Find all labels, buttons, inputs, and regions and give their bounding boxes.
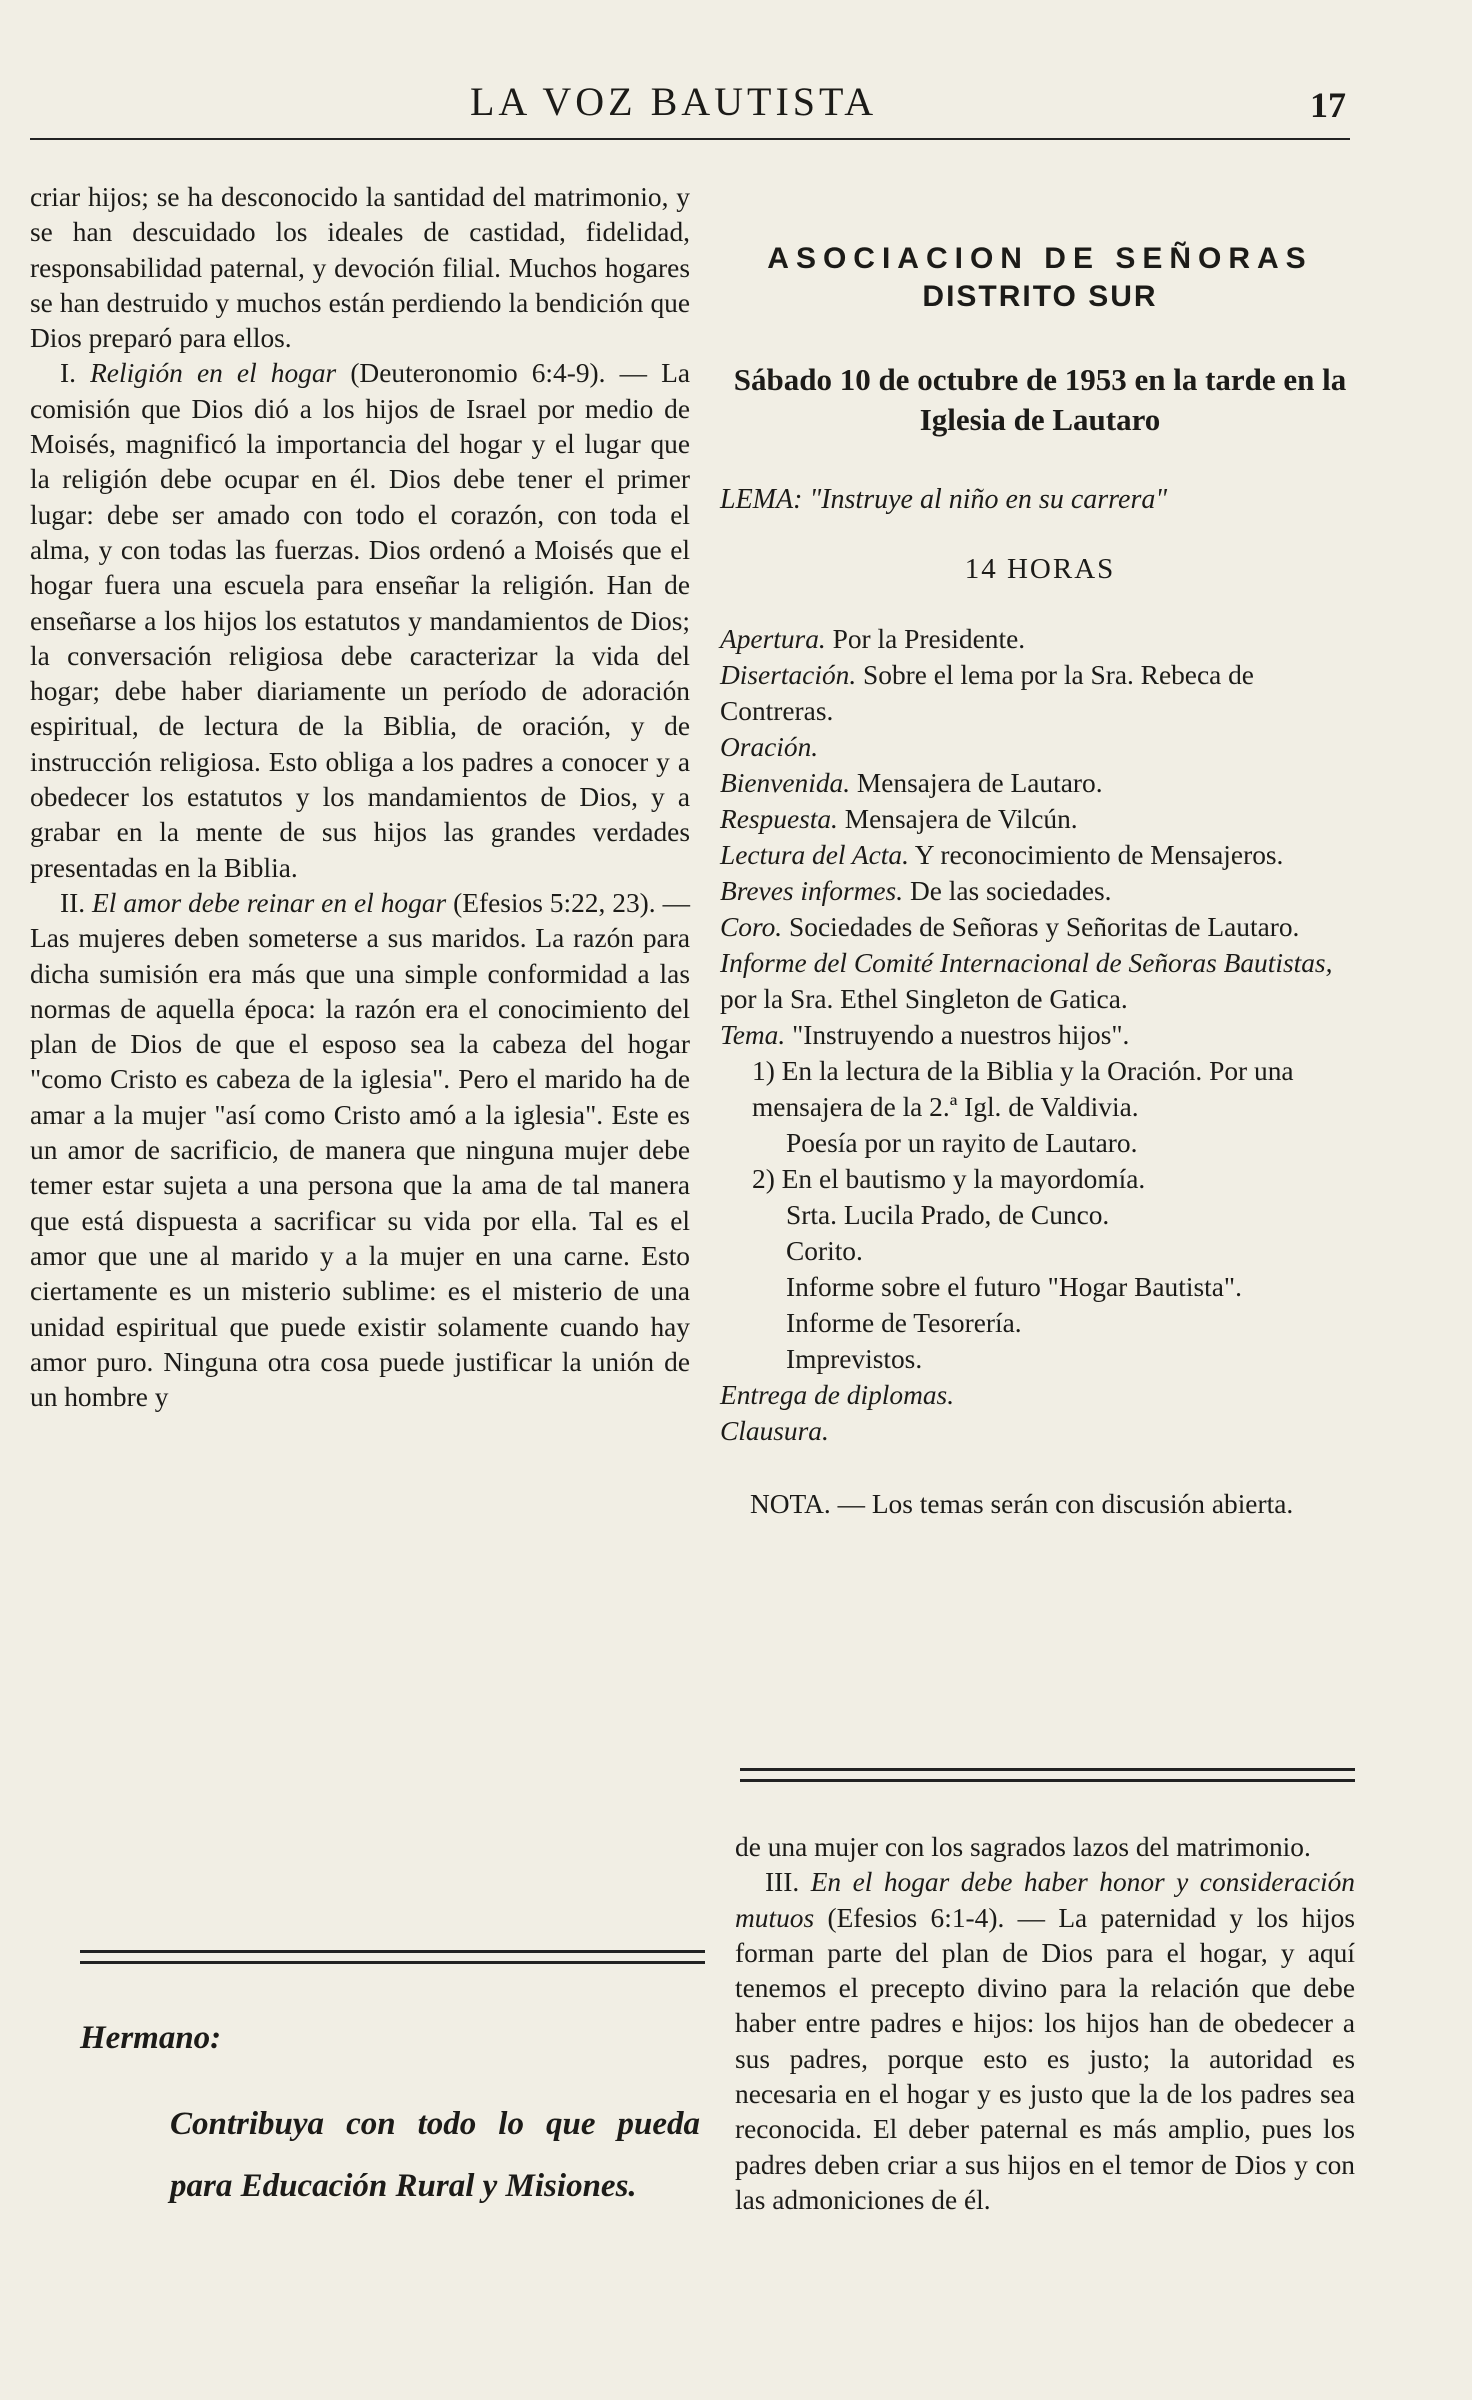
promo-heading: Hermano:	[80, 2020, 222, 2056]
program-subitem: Srta. Lucila Prado, de Cunco.	[786, 1200, 1110, 1231]
right-column	[720, 240, 1360, 1523]
program-list	[720, 621, 1360, 1449]
left-column	[30, 180, 690, 1415]
motto-text: "Instruye al niño en su carrera"	[809, 484, 1168, 515]
event-date: Sábado 10 de octubre de 1953 en la tarde en la Iglesia de Lautaro	[733, 362, 1347, 437]
program-label: Entrega de diplomas.	[720, 1380, 955, 1411]
note: NOTA. — Los temas serán con discusión abierta.	[750, 1489, 1294, 1520]
program-subitem: Informe de Tesorería.	[786, 1308, 1022, 1339]
program-subitem: Informe sobre el futuro "Hogar Bautista".	[786, 1272, 1242, 1303]
promo-box	[80, 2020, 700, 2217]
continuation-paragraph: de una mujer con los sagrados lazos del matrimonio.	[735, 1832, 1311, 1862]
section-1	[30, 356, 690, 885]
section-title: El amor debe reinar en el hogar	[92, 887, 447, 918]
program-label: Clausura.	[720, 1416, 829, 1447]
program-label: Apertura.	[720, 624, 826, 655]
running-header	[30, 60, 1350, 160]
motto	[720, 482, 1360, 518]
program-text: "Instruyendo a nuestros hijos".	[792, 1020, 1130, 1051]
program-item	[720, 1377, 1360, 1413]
program-item	[720, 765, 1360, 801]
program-label: Informe del Comité Internacional de Señoras Bautistas,	[720, 948, 1333, 979]
section-text: (Deuteronomio 6:4-9). — La comisión que Dios dió a los hijos de Israel por medio de Moisés, magnificó la importancia del hogar y el lugar que la religión debe ocupar en él. Dios debe tener el primer lugar: debe ser amado con todo el corazón, con toda el alma, y con todas las fuerzas. Dios ordenó a Moisés que el hogar fuera una escuela para enseñar la religión. Han de enseñarse a los hijos los estatutos y mandamientos de Dios; la conversación religiosa debe caracterizar la vida del hogar; debe haber diariamente un período de adoración espiritual, de lectura de la Biblia, de oración, y de instrucción religiosa. Esto obliga a los padres a conocer y a obedecer los estatutos y los mandamientos de Dios, y a grabar en la mente de sus hijos las grandes verdades presentadas en la Biblia.	[30, 358, 690, 883]
association-subtitle: DISTRITO SUR	[922, 280, 1158, 313]
program-item	[720, 657, 1360, 729]
section-3	[735, 1865, 1355, 2218]
program-item	[720, 873, 1360, 909]
continuation-paragraph: criar hijos; se ha desconocido la santidad del matrimonio, y se han descuidado los ideales de castidad, fidelidad, responsabilidad paternal, y devoción filial. Muchos hogares se han destruido y muchos están perdiendo la bendición que Dios preparó para ellos.	[30, 182, 690, 354]
program-item	[720, 1017, 1360, 1053]
association-title: ASOCIACION DE SEÑORAS	[767, 242, 1313, 275]
separator-rule	[80, 1950, 705, 1964]
program-item	[720, 945, 1360, 1017]
program-label: Respuesta.	[720, 804, 838, 835]
section-text: (Efesios 6:1-4). — La paternidad y los hijos forman parte del plan de Dios para el hogar, y aquí tenemos el precepto divino para la relación que debe haber entre padres e hijos: los hijos han de obedecer a sus padres, porque esto es justo; la autoridad es necesaria en el hogar y es justo que la de los padres sea reconocida. El deber paternal es más amplio, pues los padres deben criar a sus hijos en el temor de Dios y con las admoniciones de él.	[735, 1902, 1355, 2215]
page-number: 17	[1310, 85, 1346, 125]
section-title: Religión en el hogar	[90, 358, 337, 389]
start-hour: 14 HORAS	[964, 553, 1116, 585]
program-subitem: Imprevistos.	[786, 1344, 923, 1375]
program-label: Lectura del Acta.	[720, 840, 909, 871]
program-subitem: Poesía por un rayito de Lautaro.	[786, 1128, 1138, 1159]
journal-title: LA VOZ BAUTISTA	[470, 79, 878, 124]
section-number: I.	[60, 358, 76, 389]
motto-label: LEMA:	[720, 484, 803, 515]
program-label: Disertación.	[720, 660, 857, 691]
program-text: Mensajera de Vilcún.	[844, 804, 1078, 835]
section-title: En el hogar debe haber honor y consideración mutuos	[735, 1867, 1355, 1933]
program-text: Y reconocimiento de Mensajeros.	[914, 840, 1284, 871]
program-subitem: Corito.	[786, 1236, 863, 1267]
program-text: por la Sra. Ethel Singleton de Gatica.	[720, 984, 1128, 1015]
program-label: Oración.	[720, 732, 819, 763]
program-item	[720, 837, 1360, 873]
program-item	[720, 909, 1360, 945]
header-rule	[30, 138, 1350, 140]
section-number: III.	[765, 1867, 800, 1898]
right-column-continuation	[735, 1830, 1355, 2218]
program-item	[720, 729, 1360, 765]
program-text: Sociedades de Señoras y Señoritas de Lautaro.	[789, 912, 1300, 943]
program-label: Breves informes.	[720, 876, 904, 907]
program-subitem: 2) En el bautismo y la mayordomía.	[752, 1164, 1146, 1195]
program-item	[720, 621, 1360, 657]
program-label: Tema.	[720, 1020, 786, 1051]
section-2	[30, 886, 690, 1415]
promo-body: Contribuya con todo lo que pueda para Educación Rural y Misiones.	[170, 2106, 700, 2204]
section-text: (Efesios 5:22, 23). — Las mujeres deben someterse a sus maridos. La razón para dicha sumisión era más que una simple conformidad a las normas de aquella época: la razón era el conocimiento del plan de Dios de que el esposo sea la cabeza del hogar "como Cristo es cabeza de la iglesia". Pero el marido ha de amar a la mujer "así como Cristo amó a la iglesia". Este es un amor de sacrificio, de manera que ninguna mujer debe temer estar sujeta a una persona que la ama de tal manera que está dispuesta a sacrificar su vida por ella. Tal es el amor que une al marido y a la mujer en una carne. Esto ciertamente es un misterio sublime: es el misterio de una unidad espiritual que puede existir solamente cuando hay amor puro. Ninguna otra cosa puede justificar la unión de un hombre y	[30, 887, 690, 1413]
program-text: Sobre el lema por la Sra. Rebeca de Contreras.	[720, 660, 1254, 727]
program-label: Bienvenida.	[720, 768, 851, 799]
program-label: Coro.	[720, 912, 783, 943]
program-text: De las sociedades.	[909, 876, 1112, 907]
program-item	[720, 801, 1360, 837]
section-number: II.	[60, 887, 86, 918]
program-subitem: 1) En la lectura de la Biblia y la Oración. Por una mensajera de la 2.ª Igl. de Valdivia.	[752, 1056, 1294, 1123]
program-text: Mensajera de Lautaro.	[856, 768, 1103, 799]
program-item	[720, 1413, 1360, 1449]
separator-rule	[740, 1768, 1355, 1782]
program-text: Por la Presidente.	[832, 624, 1026, 655]
